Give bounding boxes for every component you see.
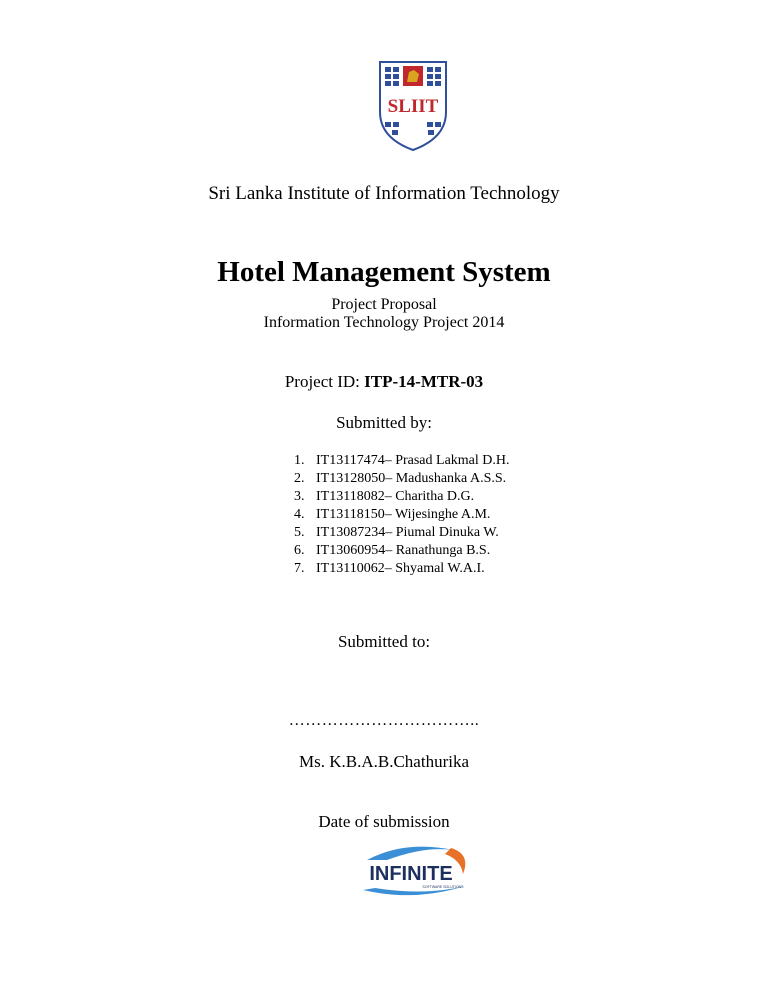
list-item <box>294 470 510 488</box>
project-id-label: Project ID: <box>284 372 360 391</box>
svg-text:SOFTWARE SOLUTIONS: SOFTWARE SOLUTIONS <box>422 885 464 889</box>
member-entry: IT13128050– Madushanka A.S.S. <box>316 471 507 486</box>
svg-text:INFINITE: INFINITE <box>369 863 453 885</box>
document-title: Hotel Management System <box>217 256 551 288</box>
list-item <box>294 542 510 560</box>
svg-text:SLIIT: SLIIT <box>387 96 439 117</box>
list-number: 4. <box>294 507 305 522</box>
member-entry: IT13118082– Charitha D.G. <box>316 489 475 504</box>
member-entry: IT13117474– Prasad Lakmal D.H. <box>316 453 510 468</box>
list-item <box>294 560 510 578</box>
institute-name: Sri Lanka Institute of Information Technology <box>208 183 560 204</box>
list-number: 1. <box>294 453 305 468</box>
signature-line: …………………………….. <box>288 712 480 729</box>
date-of-submission-label: Date of submission <box>318 812 450 831</box>
list-number: 2. <box>294 471 305 486</box>
project-id <box>0 372 768 392</box>
sliit-crest-icon <box>378 60 448 152</box>
supervisor-name: Ms. K.B.A.B.Chathurika <box>299 752 469 771</box>
list-number: 6. <box>294 543 305 558</box>
list-number: 5. <box>294 525 305 540</box>
project-id-value: ITP-14-MTR-03 <box>364 372 484 391</box>
member-entry: IT13087234– Piumal Dinuka W. <box>316 525 499 540</box>
list-item <box>294 506 510 524</box>
list-item <box>294 452 510 470</box>
member-entry: IT13110062– Shyamal W.A.I. <box>316 561 485 576</box>
member-list <box>294 452 510 578</box>
list-number: 3. <box>294 489 305 504</box>
list-number: 7. <box>294 561 305 576</box>
course-name: Information Technology Project 2014 <box>263 314 505 331</box>
member-entry: IT13060954– Ranathunga B.S. <box>316 543 491 558</box>
list-item <box>294 524 510 542</box>
infinite-logo-icon <box>345 838 480 904</box>
submitted-by-label: Submitted by: <box>336 413 432 432</box>
member-entry: IT13118150– Wijesinghe A.M. <box>316 507 491 522</box>
submitted-to-label: Submitted to: <box>337 632 431 651</box>
document-subtitle: Project Proposal <box>331 296 437 313</box>
list-item <box>294 488 510 506</box>
